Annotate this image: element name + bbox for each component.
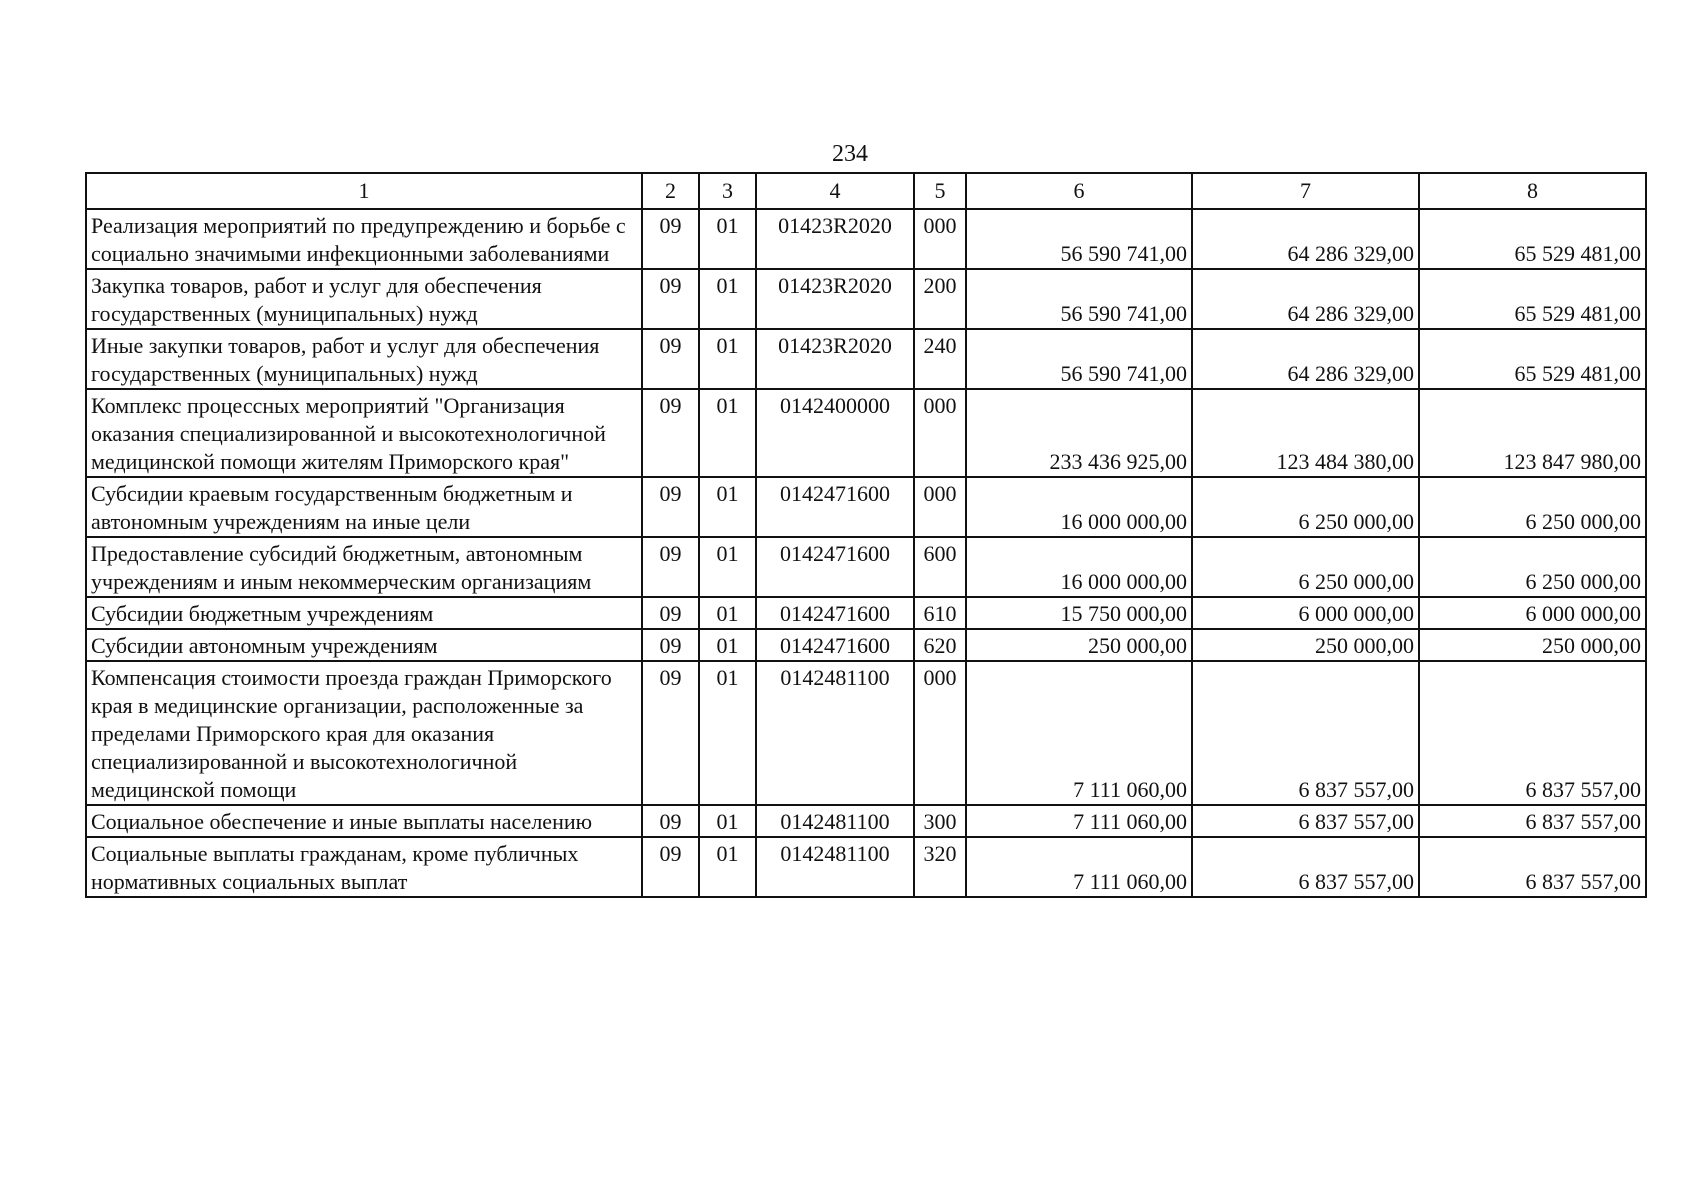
subsection-code-cell: 01 bbox=[699, 329, 756, 389]
row-name-cell: Субсидии краевым государственным бюджетным и автономным учреждениям на иные цели bbox=[86, 477, 642, 537]
expense-type-cell: 620 bbox=[914, 629, 966, 661]
section-code-cell: 09 bbox=[642, 269, 699, 329]
amount-cell: 233 436 925,00 bbox=[966, 389, 1192, 477]
table-header-row bbox=[86, 173, 1646, 209]
target-article-cell: 0142471600 bbox=[756, 629, 914, 661]
amount-cell: 6 250 000,00 bbox=[1419, 537, 1646, 597]
amount-cell: 123 847 980,00 bbox=[1419, 389, 1646, 477]
table-row bbox=[86, 661, 1646, 805]
table-row bbox=[86, 269, 1646, 329]
subsection-code-cell: 01 bbox=[699, 209, 756, 269]
target-article-cell: 0142481100 bbox=[756, 805, 914, 837]
amount-cell: 6 250 000,00 bbox=[1419, 477, 1646, 537]
row-name-cell: Реализация мероприятий по предупреждению и борьбе с социально значимыми инфекционными заболеваниями bbox=[86, 209, 642, 269]
amount-cell: 15 750 000,00 bbox=[966, 597, 1192, 629]
amount-cell: 6 837 557,00 bbox=[1192, 837, 1419, 897]
amount-cell: 250 000,00 bbox=[1192, 629, 1419, 661]
section-code-cell: 09 bbox=[642, 597, 699, 629]
amount-cell: 250 000,00 bbox=[966, 629, 1192, 661]
amount-cell: 65 529 481,00 bbox=[1419, 269, 1646, 329]
target-article-cell: 0142471600 bbox=[756, 537, 914, 597]
amount-cell: 16 000 000,00 bbox=[966, 537, 1192, 597]
table-row bbox=[86, 597, 1646, 629]
table-row bbox=[86, 209, 1646, 269]
table-row bbox=[86, 477, 1646, 537]
subsection-code-cell: 01 bbox=[699, 269, 756, 329]
header-cell: 1 bbox=[86, 173, 642, 209]
subsection-code-cell: 01 bbox=[699, 477, 756, 537]
amount-cell: 64 286 329,00 bbox=[1192, 269, 1419, 329]
expense-type-cell: 300 bbox=[914, 805, 966, 837]
amount-cell: 6 837 557,00 bbox=[1419, 805, 1646, 837]
target-article-cell: 0142471600 bbox=[756, 597, 914, 629]
expense-type-cell: 600 bbox=[914, 537, 966, 597]
amount-cell: 123 484 380,00 bbox=[1192, 389, 1419, 477]
section-code-cell: 09 bbox=[642, 661, 699, 805]
amount-cell: 6 837 557,00 bbox=[1419, 661, 1646, 805]
header-cell: 3 bbox=[699, 173, 756, 209]
header-cell: 6 bbox=[966, 173, 1192, 209]
header-cell: 2 bbox=[642, 173, 699, 209]
amount-cell: 6 837 557,00 bbox=[1419, 837, 1646, 897]
amount-cell: 6 837 557,00 bbox=[1192, 805, 1419, 837]
amount-cell: 250 000,00 bbox=[1419, 629, 1646, 661]
expense-type-cell: 610 bbox=[914, 597, 966, 629]
target-article-cell: 0142481100 bbox=[756, 661, 914, 805]
budget-table bbox=[85, 172, 1647, 898]
target-article-cell: 0142481100 bbox=[756, 837, 914, 897]
row-name-cell: Социальное обеспечение и иные выплаты населению bbox=[86, 805, 642, 837]
table-row bbox=[86, 629, 1646, 661]
table-row bbox=[86, 805, 1646, 837]
target-article-cell: 01423R2020 bbox=[756, 269, 914, 329]
row-name-cell: Субсидии автономным учреждениям bbox=[86, 629, 642, 661]
expense-type-cell: 240 bbox=[914, 329, 966, 389]
section-code-cell: 09 bbox=[642, 629, 699, 661]
table-row bbox=[86, 837, 1646, 897]
expense-type-cell: 000 bbox=[914, 209, 966, 269]
amount-cell: 56 590 741,00 bbox=[966, 329, 1192, 389]
subsection-code-cell: 01 bbox=[699, 805, 756, 837]
amount-cell: 16 000 000,00 bbox=[966, 477, 1192, 537]
amount-cell: 7 111 060,00 bbox=[966, 837, 1192, 897]
amount-cell: 6 250 000,00 bbox=[1192, 537, 1419, 597]
section-code-cell: 09 bbox=[642, 389, 699, 477]
section-code-cell: 09 bbox=[642, 537, 699, 597]
row-name-cell: Комплекс процессных мероприятий "Организация оказания специализированной и высокотехнологичной медицинской помощи жителям Приморского края" bbox=[86, 389, 642, 477]
section-code-cell: 09 bbox=[642, 837, 699, 897]
expense-type-cell: 200 bbox=[914, 269, 966, 329]
header-cell: 8 bbox=[1419, 173, 1646, 209]
row-name-cell: Социальные выплаты гражданам, кроме публичных нормативных социальных выплат bbox=[86, 837, 642, 897]
subsection-code-cell: 01 bbox=[699, 597, 756, 629]
expense-type-cell: 000 bbox=[914, 661, 966, 805]
amount-cell: 64 286 329,00 bbox=[1192, 329, 1419, 389]
amount-cell: 6 000 000,00 bbox=[1192, 597, 1419, 629]
target-article-cell: 0142471600 bbox=[756, 477, 914, 537]
amount-cell: 65 529 481,00 bbox=[1419, 329, 1646, 389]
table-row bbox=[86, 329, 1646, 389]
amount-cell: 56 590 741,00 bbox=[966, 209, 1192, 269]
row-name-cell: Закупка товаров, работ и услуг для обеспечения государственных (муниципальных) нужд bbox=[86, 269, 642, 329]
expense-type-cell: 000 bbox=[914, 477, 966, 537]
section-code-cell: 09 bbox=[642, 209, 699, 269]
subsection-code-cell: 01 bbox=[699, 661, 756, 805]
subsection-code-cell: 01 bbox=[699, 389, 756, 477]
amount-cell: 6 000 000,00 bbox=[1419, 597, 1646, 629]
subsection-code-cell: 01 bbox=[699, 837, 756, 897]
section-code-cell: 09 bbox=[642, 805, 699, 837]
amount-cell: 7 111 060,00 bbox=[966, 661, 1192, 805]
section-code-cell: 09 bbox=[642, 477, 699, 537]
section-code-cell: 09 bbox=[642, 329, 699, 389]
row-name-cell: Субсидии бюджетным учреждениям bbox=[86, 597, 642, 629]
row-name-cell: Предоставление субсидий бюджетным, автономным учреждениям и иным некоммерческим организациям bbox=[86, 537, 642, 597]
target-article-cell: 01423R2020 bbox=[756, 209, 914, 269]
table-row bbox=[86, 389, 1646, 477]
header-cell: 7 bbox=[1192, 173, 1419, 209]
table-row bbox=[86, 537, 1646, 597]
amount-cell: 65 529 481,00 bbox=[1419, 209, 1646, 269]
amount-cell: 64 286 329,00 bbox=[1192, 209, 1419, 269]
expense-type-cell: 320 bbox=[914, 837, 966, 897]
header-cell: 4 bbox=[756, 173, 914, 209]
amount-cell: 7 111 060,00 bbox=[966, 805, 1192, 837]
header-cell: 5 bbox=[914, 173, 966, 209]
amount-cell: 56 590 741,00 bbox=[966, 269, 1192, 329]
amount-cell: 6 250 000,00 bbox=[1192, 477, 1419, 537]
target-article-cell: 0142400000 bbox=[756, 389, 914, 477]
subsection-code-cell: 01 bbox=[699, 537, 756, 597]
row-name-cell: Компенсация стоимости проезда граждан Приморского края в медицинские организации, расположенные за пределами Приморского края для оказания специализированной и высокотехнологичной медицинской помощи bbox=[86, 661, 642, 805]
amount-cell: 6 837 557,00 bbox=[1192, 661, 1419, 805]
target-article-cell: 01423R2020 bbox=[756, 329, 914, 389]
expense-type-cell: 000 bbox=[914, 389, 966, 477]
page-number: 234 bbox=[832, 141, 868, 167]
row-name-cell: Иные закупки товаров, работ и услуг для обеспечения государственных (муниципальных) нужд bbox=[86, 329, 642, 389]
subsection-code-cell: 01 bbox=[699, 629, 756, 661]
